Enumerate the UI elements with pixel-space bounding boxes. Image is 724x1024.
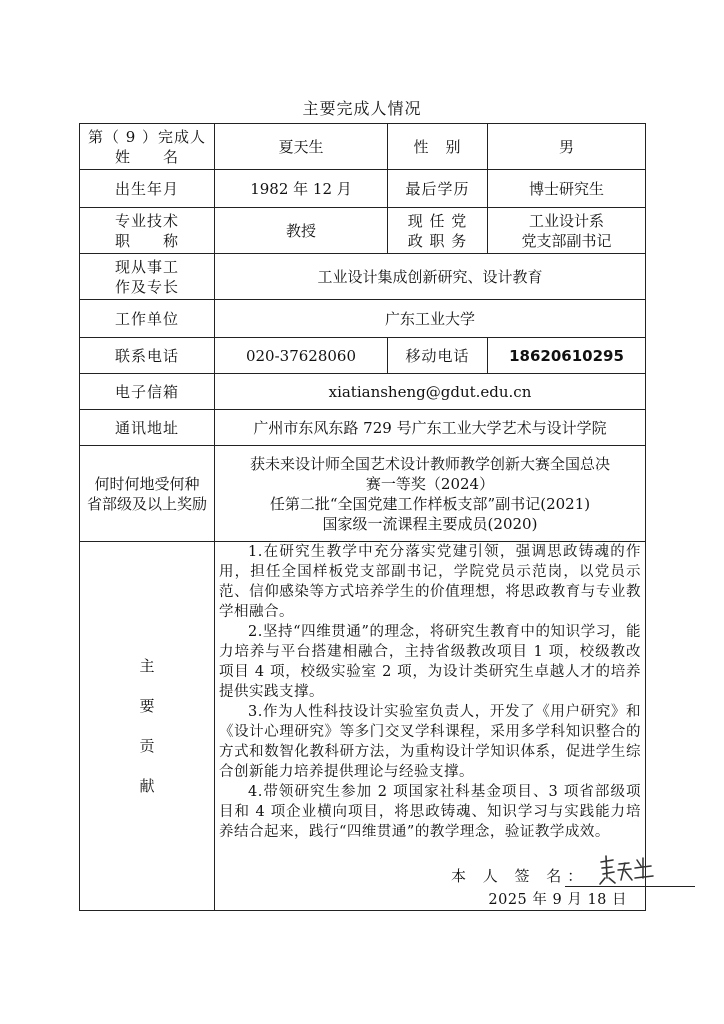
gender-value: 男 bbox=[488, 124, 646, 170]
award-line: 赛一等奖（2024） bbox=[365, 474, 495, 493]
row-awards bbox=[80, 446, 646, 542]
field-value: 工业设计集成创新研究、设计教育 bbox=[215, 254, 646, 300]
title-label-line1: 专业技术 bbox=[114, 211, 179, 230]
post-label-line1: 现 任 党 bbox=[407, 211, 468, 230]
award-line: 任第二批“全国党建工作样板支部”副书记(2021) bbox=[269, 494, 591, 513]
field-label bbox=[80, 254, 215, 300]
title-label-line2: 职 称 bbox=[114, 231, 179, 250]
row-unit bbox=[80, 300, 646, 338]
row-phone bbox=[80, 338, 646, 374]
education-label: 最后学历 bbox=[388, 170, 488, 208]
contributions-value bbox=[215, 542, 646, 911]
contrib-label-char: 要 bbox=[139, 697, 155, 715]
unit-value: 广东工业大学 bbox=[215, 300, 646, 338]
unit-label: 工作单位 bbox=[80, 300, 215, 338]
name-label-line2: 姓 名 bbox=[114, 147, 179, 166]
post-value-line2: 党支部副书记 bbox=[521, 231, 612, 250]
gender-label: 性 别 bbox=[388, 124, 488, 170]
title-label bbox=[80, 208, 215, 254]
email-label: 电子信箱 bbox=[80, 374, 215, 410]
contribution-paragraph: 2.坚持“四维贯通”的理念，将研究生教育中的知识学习，能力培养与平台搭建相融合，主持省级教改项目 1 项，校级教改项目 4 项，校级实验室 2 项，为设计类研究生卓越人才的培养提供实践支撑。 bbox=[219, 624, 641, 700]
award-line: 获未来设计师全国艺术设计教师教学创新大赛全国总决 bbox=[249, 454, 610, 473]
contribution-paragraph: 3.作为人性科技设计实验室负责人，开发了《用户研究》和《设计心理研究》等多门交叉学科课程，采用多学科知识整合的方式和数智化教科研方法，为重构设计学知识体系，促进学生综合创新能力培养提供理论与经验支撑。 bbox=[219, 704, 641, 780]
birth-label: 出生年月 bbox=[80, 170, 215, 208]
form-table bbox=[79, 123, 646, 911]
post-label-line2: 政 职 务 bbox=[407, 231, 468, 250]
handwritten-signature bbox=[597, 850, 657, 886]
phone-value: 020-37628060 bbox=[215, 338, 388, 374]
contribution-paragraph: 4.带领研究生参加 2 项国家社科基金项目、3 项省部级项目和 4 项企业横向项目，将思政铸魂、知识学习与实践能力培养结合起来，践行“四维贯通”的教学理念，验证教学成效。 bbox=[219, 784, 641, 840]
row-email bbox=[80, 374, 646, 410]
post-value-line1: 工业设计系 bbox=[528, 211, 604, 230]
contribution-paragraph: 1.在研究生教学中充分落实党建引领，强调思政铸魂的作用，担任全国样板党支部副书记，学院党员示范岗，以党员示范、信仰感染等方式培养学生的价值理想，将思政教育与专业教学相融合。 bbox=[219, 544, 641, 620]
page-title: 主要完成人情况 bbox=[302, 99, 422, 118]
row-contributions bbox=[80, 542, 646, 911]
address-value: 广州市东风东路 729 号广东工业大学艺术与设计学院 bbox=[215, 410, 646, 446]
field-label-line2: 作及专长 bbox=[114, 277, 179, 296]
contrib-label-char: 贡 bbox=[139, 737, 155, 755]
award-line: 国家级一流课程主要成员(2020) bbox=[322, 514, 538, 533]
signature-block bbox=[219, 856, 641, 890]
title-value: 教授 bbox=[215, 208, 388, 254]
row-field bbox=[80, 254, 646, 300]
sign-date: 2025 年 9 月 18 日 bbox=[488, 892, 627, 908]
awards-label-line2: 省部级及以上奖励 bbox=[86, 494, 207, 513]
education-value: 博士研究生 bbox=[488, 170, 646, 208]
signature-label: 本 人 签 名： bbox=[451, 867, 589, 885]
row-address bbox=[80, 410, 646, 446]
awards-label-line1: 何时何地受何种 bbox=[94, 474, 200, 493]
birth-value: 1982 年 12 月 bbox=[215, 170, 388, 208]
mobile-label: 移动电话 bbox=[388, 338, 488, 374]
contrib-label-char: 主 bbox=[139, 657, 155, 675]
post-value bbox=[488, 208, 646, 254]
phone-label: 联系电话 bbox=[80, 338, 215, 374]
mobile-value: 18620610295 bbox=[488, 338, 646, 374]
row-name bbox=[80, 124, 646, 170]
address-label: 通讯地址 bbox=[80, 410, 215, 446]
signature-underline bbox=[565, 886, 695, 887]
awards-label bbox=[80, 446, 215, 542]
awards-value bbox=[215, 446, 646, 542]
contributions-label bbox=[80, 542, 215, 911]
contrib-label-char: 献 bbox=[139, 777, 155, 795]
row-title bbox=[80, 208, 646, 254]
name-label bbox=[80, 124, 215, 170]
name-value: 夏天生 bbox=[215, 124, 388, 170]
name-label-line1: 第（ 9 ）完成人 bbox=[87, 127, 207, 146]
email-value: xiatiansheng@gdut.edu.cn bbox=[215, 374, 646, 410]
row-birth bbox=[80, 170, 646, 208]
post-label bbox=[388, 208, 488, 254]
field-label-line1: 现从事工 bbox=[114, 257, 179, 276]
